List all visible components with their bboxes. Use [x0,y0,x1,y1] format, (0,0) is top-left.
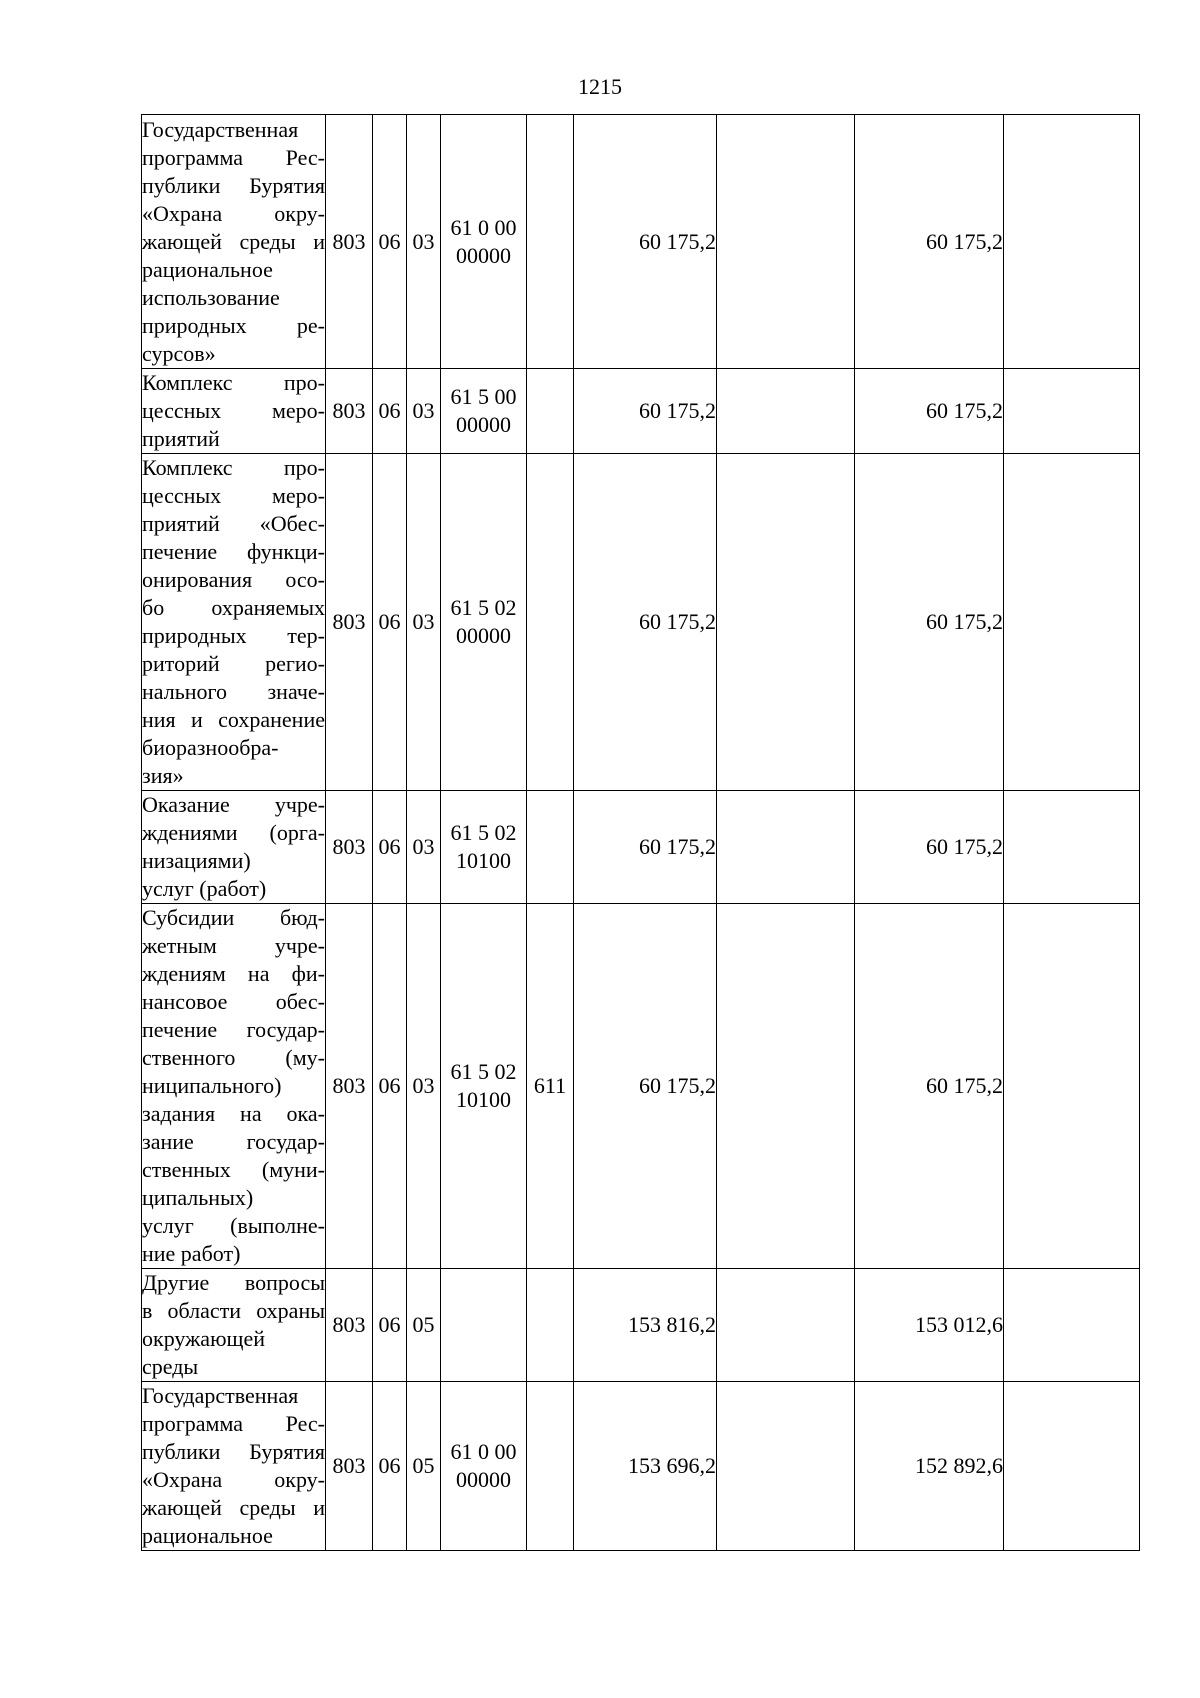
cell-csr [441,115,527,369]
row-name-line: Государственная [142,116,299,142]
row-name-line: окружающей [142,1326,265,1351]
cell-sum-4 [1004,115,1140,369]
cell-csr-line: 00000 [456,242,511,268]
row-name-line: ственных (муни- [142,1157,325,1182]
cell-vr [527,369,574,454]
cell-csr [441,369,527,454]
cell-rz: 06 [373,115,407,369]
cell-sum-3: 152 892,6 [855,1382,1004,1551]
row-name-line: ние работ) [142,1241,241,1266]
row-name-line: «Охрана окру- [142,1467,325,1492]
cell-vr [527,791,574,904]
cell-gr: 803 [326,115,373,369]
cell-sum-4 [1004,904,1140,1269]
cell-pr: 03 [407,904,441,1269]
row-name-line: ния и сохранение [142,707,325,732]
row-name-line: приятий [142,426,220,451]
cell-pr: 03 [407,115,441,369]
cell-sum-1: 60 175,2 [574,454,717,791]
row-name-line: ниципального) [142,1073,282,1098]
row-name-line: жетным учре- [142,933,325,958]
cell-rz: 06 [373,904,407,1269]
cell-csr-line: 61 5 02 [450,595,517,620]
page-number: 1215 [578,74,622,99]
row-name [142,791,326,904]
row-name-line: использование [142,284,280,310]
cell-sum-3: 60 175,2 [855,369,1004,454]
cell-rz: 06 [373,1382,407,1551]
cell-sum-2 [717,454,855,791]
row-name [142,1382,326,1551]
cell-sum-3: 60 175,2 [855,904,1004,1269]
cell-vr [527,115,574,369]
cell-csr-line: 00000 [456,412,511,437]
cell-csr-line: 10100 [456,848,511,873]
cell-sum-4 [1004,1382,1140,1551]
row-name-line: цессных меро- [142,398,325,423]
cell-gr: 803 [326,904,373,1269]
table-row [142,454,1140,791]
row-name-line: биоразнообра- [142,735,279,760]
cell-csr [441,904,527,1269]
row-name-line: риторий регио- [142,651,325,676]
row-name-line: зия» [142,763,184,788]
cell-csr [441,791,527,904]
row-name-line: жающей среды и [142,1495,325,1520]
cell-rz: 06 [373,791,407,904]
cell-sum-2 [717,791,855,904]
row-name-line: ждениями (орга- [142,820,325,845]
cell-pr: 05 [407,1382,441,1551]
cell-csr [441,1382,527,1551]
row-name [142,904,326,1269]
cell-sum-1: 60 175,2 [574,115,717,369]
row-name-line: печение государ- [142,1017,325,1042]
cell-rz: 06 [373,454,407,791]
cell-sum-4 [1004,791,1140,904]
row-name-line: в области охраны [142,1298,325,1323]
cell-gr: 803 [326,454,373,791]
cell-csr-line: 00000 [456,1467,511,1492]
cell-csr-line: 61 5 02 [450,820,517,845]
cell-sum-3: 60 175,2 [855,791,1004,904]
row-name-line: природных тер- [142,623,325,648]
cell-csr-line: 61 5 02 [450,1059,517,1084]
cell-pr: 05 [407,1269,441,1382]
row-name-line: нального значе- [142,679,325,704]
row-name [142,115,326,369]
table-row [142,904,1140,1269]
cell-gr: 803 [326,791,373,904]
row-name-line: среды [142,1354,199,1379]
cell-sum-3: 60 175,2 [855,115,1004,369]
table-row [142,115,1140,369]
cell-sum-3: 153 012,6 [855,1269,1004,1382]
row-name-line: программа Рес- [142,144,325,170]
cell-csr-line [441,1325,526,1353]
row-name-line: жающей среды и [142,228,325,254]
cell-csr-line: 00000 [456,623,511,648]
cell-gr: 803 [326,1382,373,1551]
row-name-line: ственного (му- [142,1045,325,1070]
cell-vr [527,454,574,791]
cell-sum-2 [717,115,855,369]
row-name [142,369,326,454]
row-name-line: Государственная [142,1383,299,1408]
cell-sum-4 [1004,1269,1140,1382]
cell-sum-1: 60 175,2 [574,904,717,1269]
row-name-line: рациональное [142,1523,273,1548]
table-row [142,1382,1140,1551]
row-name-line: рациональное [142,256,273,282]
row-name-line: ципальных) [142,1185,254,1210]
cell-sum-4 [1004,454,1140,791]
cell-pr: 03 [407,454,441,791]
row-name-line: услуг (выполне- [142,1213,325,1238]
row-name-line: низациями) [142,848,251,873]
cell-csr-line: 61 5 00 [450,384,517,409]
cell-sum-2 [717,1382,855,1551]
row-name-line: природных ре- [142,312,325,338]
cell-rz: 06 [373,1269,407,1382]
row-name-line: Комплекс про- [142,455,325,480]
row-name-line: печение функци- [142,539,325,564]
cell-sum-2 [717,904,855,1269]
row-name-line: публики Бурятия [142,1439,325,1464]
cell-sum-2 [717,1269,855,1382]
row-name-line: задания на ока- [142,1101,325,1126]
row-name-line: программа Рес- [142,1411,325,1436]
cell-pr: 03 [407,369,441,454]
cell-csr [441,454,527,791]
row-name-line: сурсов» [142,340,216,366]
cell-sum-1: 60 175,2 [574,791,717,904]
cell-gr: 803 [326,1269,373,1382]
cell-vr: 611 [527,904,574,1269]
row-name-line: онирования осо- [142,567,325,592]
cell-csr-line: 10100 [456,1087,511,1112]
cell-sum-2 [717,369,855,454]
cell-gr: 803 [326,369,373,454]
cell-sum-3: 60 175,2 [855,454,1004,791]
row-name-line: нансовое обес- [142,989,325,1014]
cell-csr [441,1269,527,1382]
cell-csr-line: 61 0 00 [450,214,517,240]
table-row [142,791,1140,904]
row-name-line: публики Бурятия [142,172,325,198]
cell-csr-line [441,1297,526,1325]
cell-vr [527,1382,574,1551]
row-name-line: зание государ- [142,1129,325,1154]
row-name-line: приятий «Обес- [142,511,325,536]
row-name [142,1269,326,1382]
cell-sum-1: 153 816,2 [574,1269,717,1382]
row-name [142,454,326,791]
row-name-line: Субсидии бюд- [142,905,325,930]
cell-sum-1: 153 696,2 [574,1382,717,1551]
cell-sum-1: 60 175,2 [574,369,717,454]
row-name-line: ждениям на фи- [142,961,325,986]
row-name-line: Другие вопросы [142,1270,325,1295]
row-name-line: цессных меро- [142,483,325,508]
cell-pr: 03 [407,791,441,904]
table-row [142,1269,1140,1382]
budget-table [141,114,1140,1551]
row-name-line: услуг (работ) [142,876,267,901]
cell-sum-4 [1004,369,1140,454]
row-name-line: «Охрана окру- [142,200,325,226]
cell-vr [527,1269,574,1382]
cell-csr-line: 61 0 00 [450,1439,517,1464]
cell-rz: 06 [373,369,407,454]
table-row [142,369,1140,454]
row-name-line: Оказание учре- [142,792,325,817]
row-name-line: Комплекс про- [142,370,325,395]
row-name-line: бо охраняемых [142,595,325,620]
